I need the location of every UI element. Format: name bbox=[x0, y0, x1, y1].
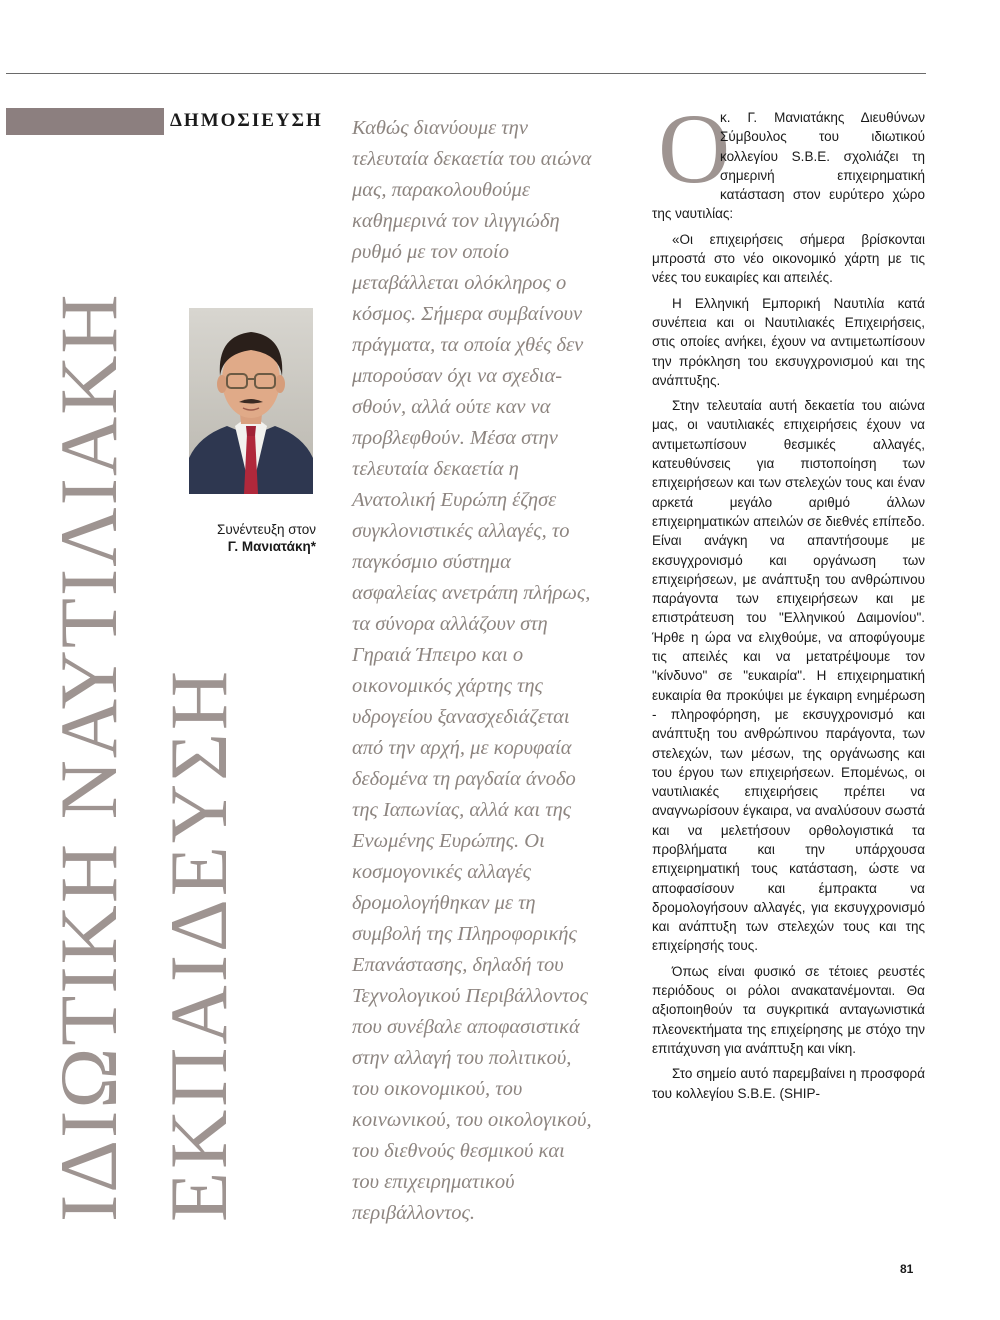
intro-line: προβλεφθούν. Μέσα στην bbox=[352, 427, 558, 449]
page-number: 81 bbox=[900, 1262, 914, 1276]
intro-line: στην αλλαγή του πολιτικού, bbox=[352, 1047, 572, 1069]
intro-line: Ανατολική Ευρώπη έζησε bbox=[352, 489, 557, 511]
caption-name: Γ. Μανιατάκη* bbox=[227, 539, 316, 554]
intro-line: κοσμογονικές αλλαγές bbox=[352, 861, 531, 883]
intro-line: ρυθμό με τον οποίο bbox=[352, 241, 510, 263]
intro-line: παγκόσμιο σύστημα bbox=[352, 551, 511, 573]
intro-line: που συνέβαλε αποφασιστικά bbox=[352, 1016, 580, 1038]
intro-line: Επανάστασης, δηλαδή του bbox=[352, 954, 564, 976]
intro-line: της Ιαπωνίας, αλλά και της bbox=[352, 799, 572, 821]
intro-line: τα σύνορα αλλάζουν στη bbox=[352, 613, 548, 635]
section-label: ΔΗΜΟΣΙΕΥΣΗ bbox=[170, 110, 323, 131]
intro-line: Τεχνολογικού Περιβάλλοντος bbox=[352, 985, 588, 1007]
caption-prefix: Συνέντευξη στον bbox=[216, 522, 316, 537]
intro-line: από την αρχή, με κορυφαία bbox=[352, 737, 572, 759]
intro-line: υδρογείου ξανασχεδιάζεται bbox=[352, 706, 570, 728]
intro-line: πράγματα, τα οποία χθές δεν bbox=[352, 334, 584, 356]
section-color-bar bbox=[6, 108, 164, 135]
intro-line: Ενωμένης Ευρώπης. Οι bbox=[352, 830, 545, 852]
intro-line: καθημερινά τον ιλιγγιώδη bbox=[352, 210, 560, 232]
interview-caption bbox=[176, 521, 316, 555]
intro-line: Γηραιά Ήπειρο και ο bbox=[352, 644, 524, 666]
intro-line: δρομολογήθηκαν με τη bbox=[352, 892, 536, 914]
intro-line: μεταβάλλεται ολόκληρος ο bbox=[352, 272, 567, 294]
intro-line: σθούν, αλλά ούτε καν να bbox=[352, 396, 551, 418]
intro-line: κοινωνικού, του οικολογικού, bbox=[352, 1109, 592, 1131]
intro-column bbox=[352, 113, 634, 1229]
intro-line: τελευταία δεκαετία η bbox=[352, 458, 519, 480]
intro-line: Καθώς διανύουμε την bbox=[352, 117, 528, 139]
intro-line: δεδομένα τη ραγδαία άνοδο bbox=[352, 768, 576, 790]
intro-line: μας, παρακολουθούμε bbox=[352, 179, 530, 201]
intro-line: μπορούσαν όχι να σχεδια- bbox=[352, 365, 563, 387]
intro-line: οικονομικός χάρτης της bbox=[352, 675, 543, 697]
body-paragraph: Στην τελευταία αυτή δεκαετία του αιώνα μας, οι ναυτιλιακές επιχειρήσεις έχουν να αντιμετωπίσουν θεσμικές αλλαγές, κατευθύνσεις για πιστοποίηση των επιχειρήσεων και των στελεχών τους και έναν αρκετά μεγάλο αριθμό άλλων επιχειρηματικών απειλών σε διεθνές επίπεδο. Είναι ανάγκη να απαντήσουμε με εκσυγχρονισμό και οργάνωση των επιχειρήσεων, με ανάπτυξη του ανθρώπινου παράγοντα των επιχειρήσεων και με επιστράτευση του "Ελληνικού Δαιμονίου". Ήρθε η ώρα να ελιχθούμε, να αποφύγουμε τις απειλές και να μετατρέψουμε τον "κίνδυνο" σε "ευκαιρία". Η επιχειρηματική ευκαιρία θα προκύψει με έγκαιρη ενημέρωση - πληροφόρηση, με εκσυγχρονισμό και ανάπτυξη του ανθρώπινου παράγοντα, των στελεχών, των μέσων, της οργάνωσης και του έργου των επιχειρήσεων. Επομένως, οι ναυτιλιακές επιχειρήσεις πρέπει να αναγνωρίσουν έγκαιρα, να αναλύσουν σωστά και να μελετήσουν ορθολογιστικά τα προβλήματα και την υπάρχουσα επιχειρηματική τους κατάσταση, ώστε να αποφασίσουν και έμπρακτα να δρομολογήσουν αλλαγές, για εκσυγχρονισμό και ανάπτυξη των στελεχών τους και της επιχείρησής τους. bbox=[652, 398, 925, 954]
intro-line: συγκλονιστικές αλλαγές, το bbox=[352, 520, 570, 542]
headline-line-2: ΕΚΠΑΙΔΕΥΣΗ bbox=[153, 667, 244, 1222]
intro-line: περιβάλλοντος. bbox=[352, 1202, 475, 1224]
intro-line: ασφαλείας ανετράπη πλήρως, bbox=[352, 582, 591, 604]
intro-line: του οικονομικού, του bbox=[352, 1078, 523, 1100]
body-paragraph: Στο σημείο αυτό παρεμβαίνει η προσφορά του κολλεγίου S.B.E. (SHIP- bbox=[652, 1066, 925, 1101]
body-paragraph: «Οι επιχειρήσεις σήμερα βρίσκονται μπροστά στο νέο οικονομικό χάρτη με τις νέες του ευκαιρίες και απειλές. bbox=[652, 231, 925, 286]
body-paragraph: Η Ελληνική Εμπορική Ναυτιλία κατά συνέπεια και οι Ναυτιλιακές Επιχειρήσεις, στις οποίες ανήκει, έχουν να αντιμετωπίσουν την πρόκληση του εκσυγχρονισμού και της ανάπτυξης. bbox=[652, 295, 925, 388]
intro-line: του επιχειρηματικού bbox=[352, 1171, 515, 1193]
top-rule bbox=[6, 73, 926, 74]
intro-line: συμβολή της Πληροφορικής bbox=[352, 923, 577, 945]
portrait-photo bbox=[189, 308, 313, 494]
body-column bbox=[652, 93, 925, 1109]
intro-line: τελευταία δεκαετία του αιώνα bbox=[352, 148, 592, 170]
drop-cap: Ο bbox=[658, 93, 731, 204]
headline-line-1: ΙΔΙΩΤΙΚΗ ΝΑΥΤΙΛΙΑΚΗ bbox=[43, 292, 134, 1222]
body-paragraph: Όπως είναι φυσικό σε τέτοιες ρευστές περιόδους οι ρόλοι ανακατανέμονται. Θα αξιοποιηθούν τα συγκριτικά ανταγωνιστικά πλεονεκτήματα της επιχείρησης με στόχο την επιτάχυνση για ανάπτυξη και νίκη. bbox=[652, 963, 925, 1056]
body-paragraph: κ. Γ. Μανιατάκης Διευθύνων Σύμβουλος του ιδιωτικού κολλεγίου S.B.E. σχολιάζει τη σημερινή επιχειρηματική κατάσταση στον ευρύτερο χώρο της ναυτιλίας: bbox=[652, 110, 925, 222]
intro-line: του διεθνούς θεσμικού και bbox=[352, 1140, 565, 1162]
intro-line: κόσμος. Σήμερα συμβαίνουν bbox=[352, 303, 583, 325]
